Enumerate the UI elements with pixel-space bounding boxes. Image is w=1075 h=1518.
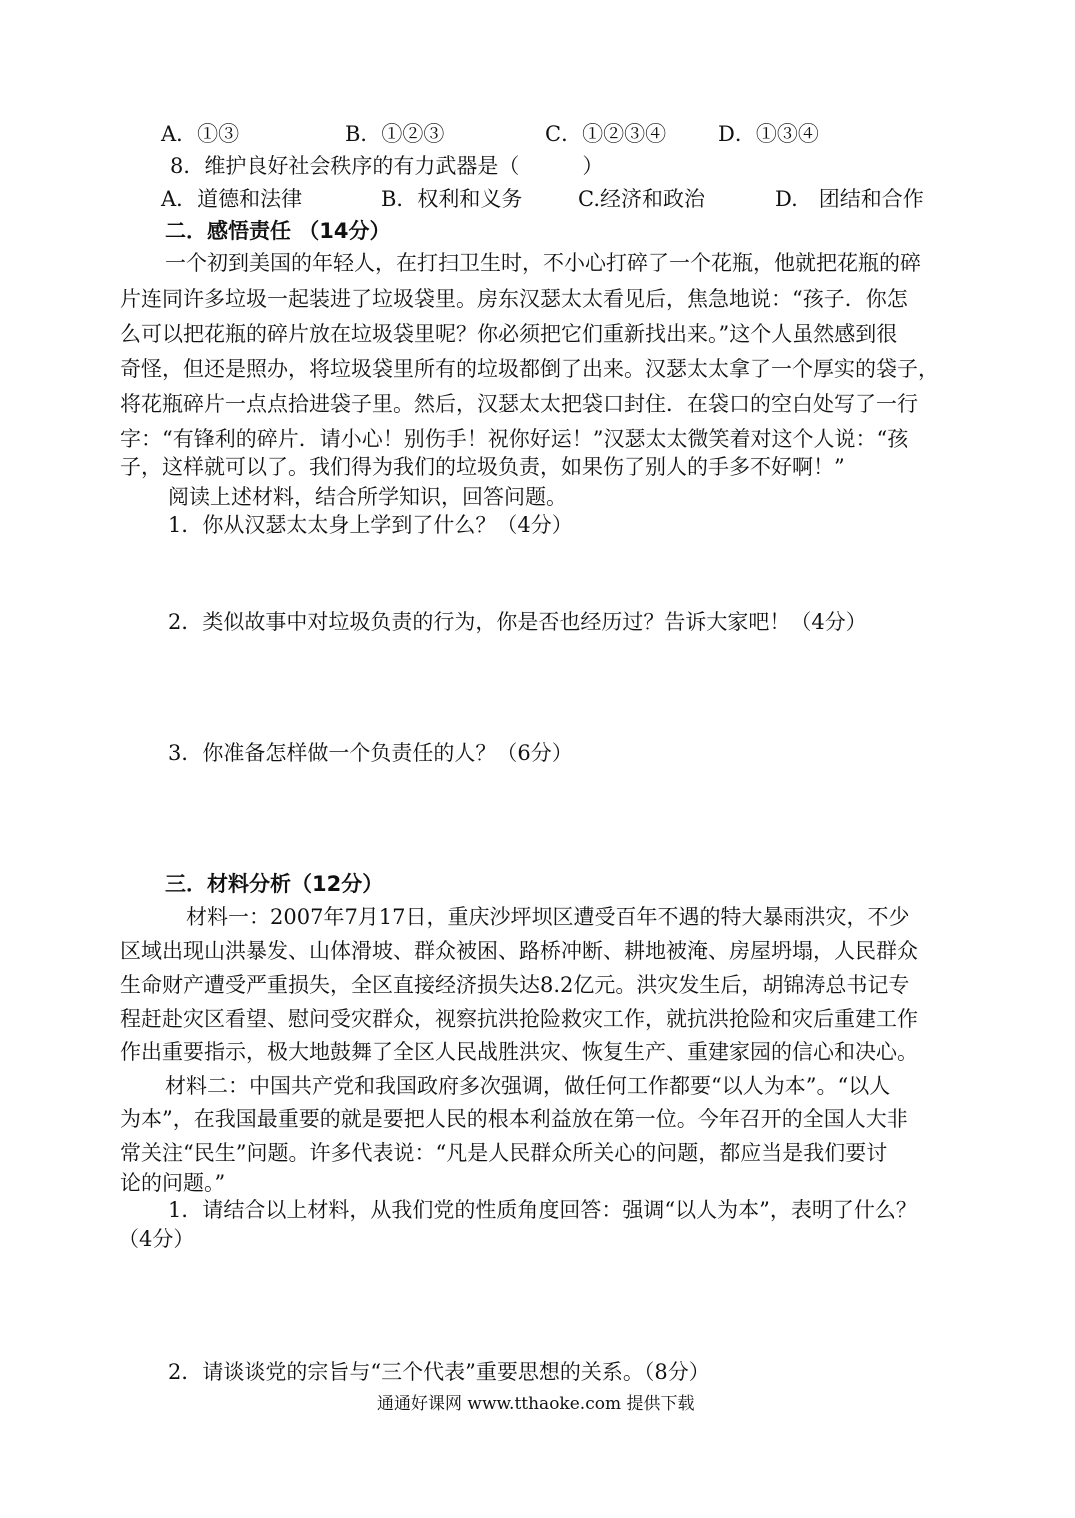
section3-question-1-score: （4分） <box>118 1227 195 1251</box>
material2-line: 常关注“民生”问题。许多代表说：“凡是人民群众所关心的问题，都应当是我们要讨 <box>120 1141 888 1165</box>
material1-line: 作出重要指示，极大地鼓舞了全区人民战胜洪灾、恢复生产、重建家园的信心和决心。 <box>120 1040 918 1064</box>
section2-paragraph-line: 一个初到美国的年轻人，在打扫卫生时，不小心打碎了一个花瓶，他就把花瓶的碎 <box>165 251 921 275</box>
material1-line: 生命财产遭受严重损失，全区直接经济损失达8.2亿元。洪灾发生后，胡锦涛总书记专 <box>120 973 910 997</box>
q8-option-a: A．道德和法律 <box>161 187 303 211</box>
material1-line: 程赶赴灾区看望、慰问受灾群众，视察抗洪抢险救灾工作，就抗洪抢险和灾后重建工作 <box>120 1007 918 1031</box>
section2-paragraph-line: 奇怪，但还是照办，将垃圾袋里所有的垃圾都倒了出来。汉瑟太太拿了一个厚实的袋子， <box>120 357 939 381</box>
section2-paragraph-line: 字：“有锋利的碎片．请小心！别伤手！祝你好运！”汉瑟太太微笑着对这个人说：“孩 <box>120 427 909 451</box>
material2-line: 为本”，在我国最重要的就是要把人民的根本利益放在第一位。今年召开的全国人大非 <box>120 1107 908 1131</box>
section3-question-1: 1．请结合以上材料，从我们党的性质角度回答：强调“以人为本”，表明了什么？ <box>168 1198 917 1222</box>
q8-option-c: C.经济和政治 <box>578 187 705 211</box>
section2-heading: 二．感悟责任 （14分） <box>165 219 391 243</box>
section3-heading: 三．材料分析（12分） <box>165 872 384 896</box>
section2-question-2: 2．类似故事中对垃圾负责的行为，你是否也经历过？告诉大家吧！（4分） <box>168 610 867 634</box>
q7-option-d: D．①③④ <box>718 122 819 146</box>
section2-question-3: 3．你准备怎样做一个负责任的人？（6分） <box>168 741 573 765</box>
q7-option-c: C．①②③④ <box>545 122 667 146</box>
section2-paragraph-line: 片连同许多垃圾一起装进了垃圾袋里。房东汉瑟太太看见后，焦急地说：“孩子．你怎 <box>120 287 908 311</box>
material2-line: 论的问题。” <box>120 1171 226 1195</box>
material2-line: 材料二：中国共产党和我国政府多次强调，做任何工作都要“以人为本”。“以人 <box>165 1074 891 1098</box>
section3-question-2: 2．请谈谈党的宗旨与“三个代表”重要思想的关系。（8分） <box>168 1360 710 1384</box>
section2-paragraph-line: 将花瓶碎片一点点拾进袋子里。然后，汉瑟太太把袋口封住．在袋口的空白处写了一行 <box>120 392 918 416</box>
material1-line: 区域出现山洪暴发、山体滑坡、群众被困、路桥冲断、耕地被淹、房屋坍塌，人民群众 <box>120 939 918 963</box>
section2-question-1: 1．你从汉瑟太太身上学到了什么？（4分） <box>168 513 573 537</box>
material1-line: 材料一：2007年7月17日，重庆沙坪坝区遭受百年不遇的特大暴雨洪灾，不少 <box>186 905 910 929</box>
q8-stem: 8．维护良好社会秩序的有力武器是（ ） <box>170 154 604 178</box>
page-footer: 通通好课网 www.tthaoke.com 提供下载 <box>377 1394 695 1414</box>
q7-option-b: B．①②③ <box>345 122 445 146</box>
section2-paragraph-line: 么可以把花瓶的碎片放在垃圾袋里呢？你必须把它们重新找出来。”这个人虽然感到很 <box>120 322 898 346</box>
q7-option-a: A．①③ <box>161 122 240 146</box>
section2-paragraph-line: 子，这样就可以了。我们得为我们的垃圾负责，如果伤了别人的手多不好啊！” <box>120 455 845 479</box>
section2-instruction: 阅读上述材料，结合所学知识，回答问题。 <box>168 485 567 509</box>
q8-option-b: B．权利和义务 <box>381 187 523 211</box>
q8-option-d: D. 团结和合作 <box>775 187 924 211</box>
